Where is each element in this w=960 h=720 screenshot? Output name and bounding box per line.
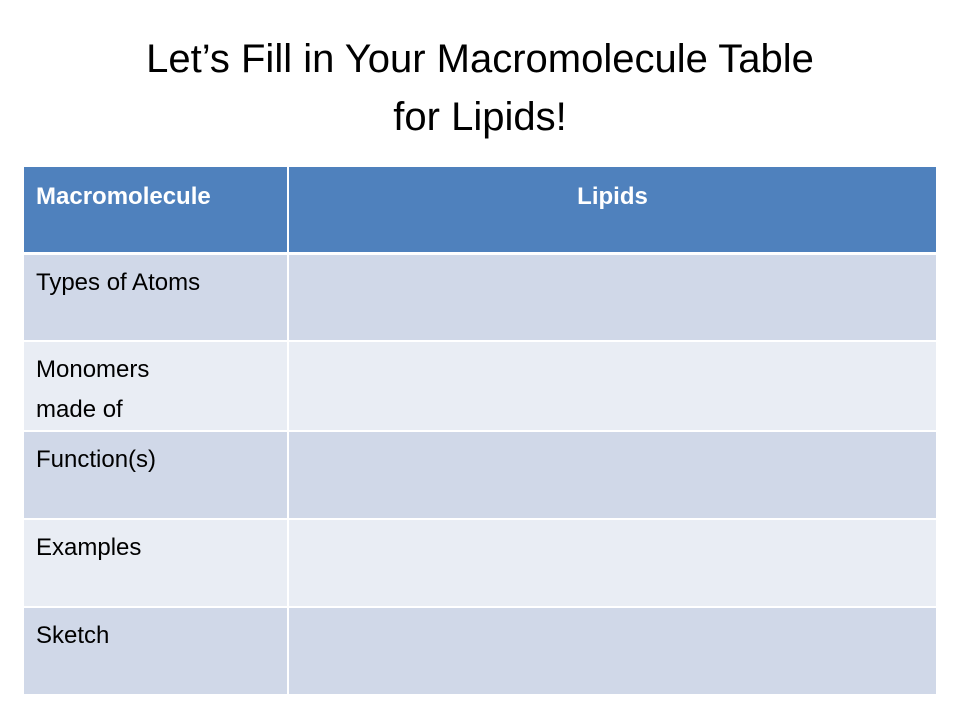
- row-label-text: Examples: [36, 534, 142, 561]
- lipids-cell-sketch[interactable]: [288, 607, 936, 695]
- row-label-text: Sketch: [36, 622, 110, 649]
- row-label-monomers-made-of: [24, 341, 288, 431]
- row-label-text: Monomers: [36, 356, 150, 383]
- row-label-text-line-2: made of: [36, 396, 123, 423]
- slide-title-line-2: for Lipids!: [393, 95, 567, 139]
- lipids-cell-examples[interactable]: [288, 519, 936, 607]
- slide-title: [40, 30, 920, 146]
- header-macromolecule: Macromolecule: [24, 167, 288, 253]
- table-row: [24, 431, 936, 519]
- header-lipids: Lipids: [288, 167, 936, 253]
- row-label-sketch: [24, 607, 288, 695]
- row-label-text: Types of Atoms: [36, 268, 201, 296]
- table-row: [24, 253, 936, 341]
- row-label-examples: [24, 519, 288, 607]
- row-label-text: Function(s): [36, 446, 157, 473]
- table-row: [24, 341, 936, 431]
- lipids-cell-monomers-made-of[interactable]: [288, 341, 936, 431]
- row-label-types-of-atoms: [24, 253, 288, 341]
- lipids-cell-types-of-atoms[interactable]: [288, 253, 936, 341]
- slide-title-line-1: Let’s Fill in Your Macromolecule Table: [146, 37, 814, 81]
- table-row: [24, 519, 936, 607]
- lipids-cell-functions[interactable]: [288, 431, 936, 519]
- table-header-row: [24, 167, 936, 253]
- row-label-functions: [24, 431, 288, 519]
- table-row: [24, 607, 936, 695]
- macromolecule-table: [24, 167, 936, 696]
